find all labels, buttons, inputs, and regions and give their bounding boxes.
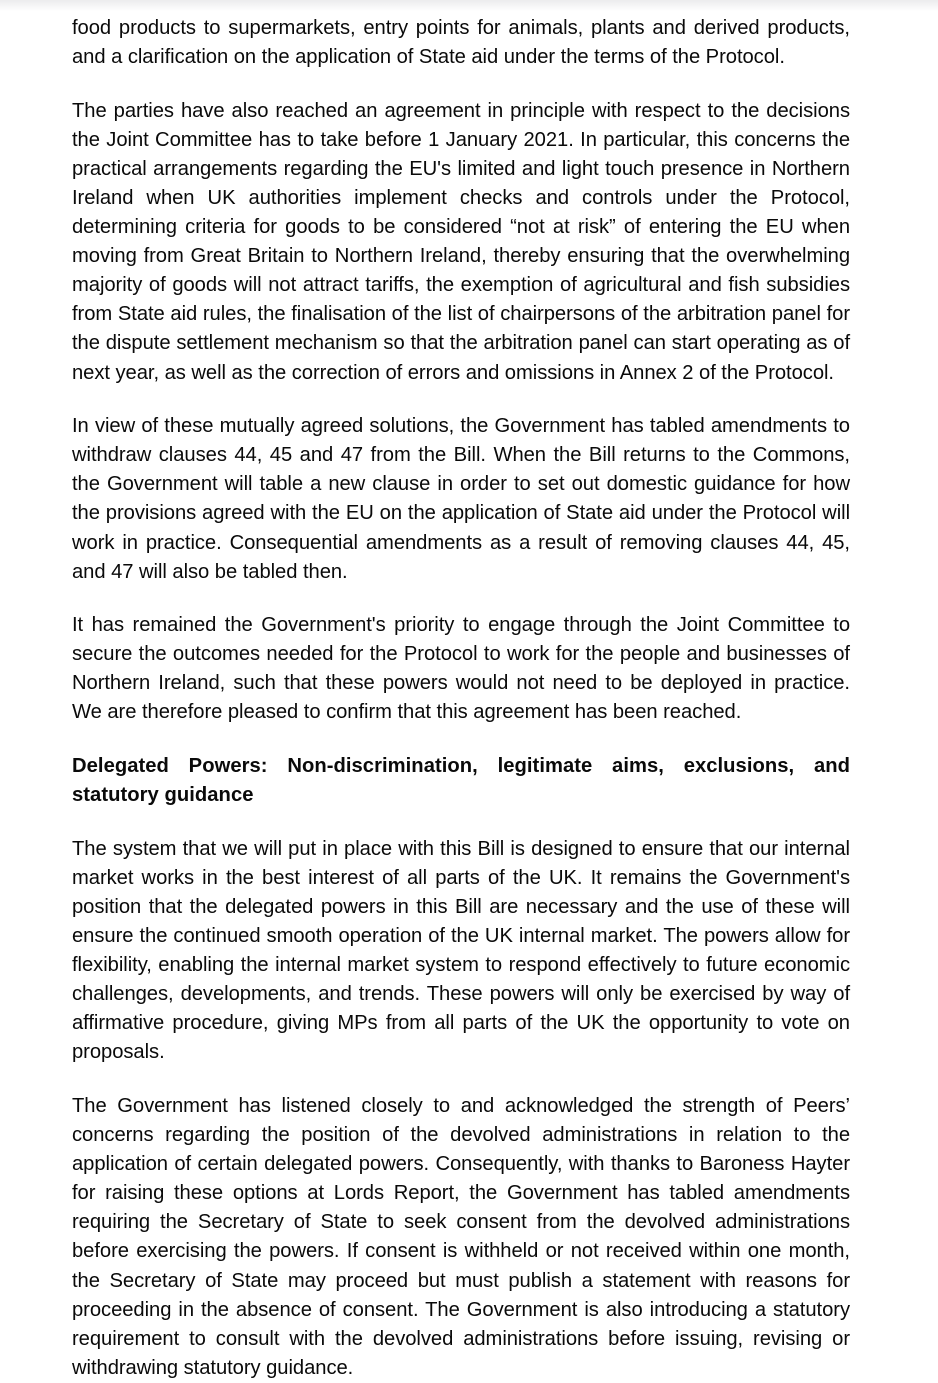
paragraph-continued-supermarkets: food products to supermarkets, entry points for animals, plants and derived products, and a clarification on the application of State aid under the terms of the Protocol. <box>72 17 850 69</box>
paragraph-government-priority: It has remained the Government's priority to engage through the Joint Committee to secure the outcomes needed for the Protocol to work for the people and businesses of Northern Ireland, such that these powers would not need to be deployed in practice. We are therefore pleased to confirm that this agreement has been reached. <box>72 614 850 724</box>
document-text-body <box>72 14 850 1383</box>
paragraph-devolved-administrations-consent: The Government has listened closely to and acknowledged the strength of Peers’ concerns regarding the position of the devolved administrations in relation to the application of certain delegated powers. Consequently, with thanks to Baroness Hayter for raising these options at Lords Report, the Government has tabled amendments requiring the Secretary of State to seek consent from the devolved administrations before exercising the powers. If consent is withheld or not received within one month, the Secretary of State may proceed but must publish a statement with reasons for proceeding in the absence of consent. The Government is also introducing a statutory requirement to consult with the devolved administrations before issuing, revising or withdrawing statutory guidance. <box>72 1095 850 1379</box>
paragraph-withdraw-clauses: In view of these mutually agreed solutions, the Government has tabled amendments to withdraw clauses 44, 45 and 47 from the Bill. When the Bill returns to the Commons, the Government will table a new clause in order to set out domestic guidance for how the provisions agreed with the EU on the application of State aid under the Protocol will work in practice. Consequential amendments as a result of removing clauses 44, 45, and 47 will also be tabled then. <box>72 415 850 583</box>
heading-delegated-powers: Delegated Powers: Non-discrimination, legitimate aims, exclusions, and statutory guidance <box>72 755 850 807</box>
paragraph-internal-market-system: The system that we will put in place with this Bill is designed to ensure that our internal market works in the best interest of all parts of the UK. It remains the Government's position that the delegated powers in this Bill are necessary and the use of these will ensure the continued smooth operation of the UK internal market. The powers allow for flexibility, enabling the internal market system to respond effectively to future economic challenges, developments, and trends. These powers will only be exercised by way of affirmative procedure, giving MPs from all parts of the UK the opportunity to vote on proposals. <box>72 837 850 1064</box>
paragraph-joint-committee-decisions: The parties have also reached an agreement in principle with respect to the decisions the Joint Committee has to take before 1 January 2021. In particular, this concerns the practical arrangements regarding the EU's limited and light touch presence in Northern Ireland when UK authorities implement checks and controls under the Protocol, determining criteria for goods to be considered “not at risk” of entering the EU when moving from Great Britain to Northern Ireland, thereby ensuring that the overwhelming majority of goods will not attract tariffs, the exemption of agricultural and fish subsidies from State aid rules, the finalisation of the list of chairpersons of the arbitration panel for the dispute settlement mechanism so that the arbitration panel can start operating as of next year, as well as the correction of errors and omissions in Annex 2 of the Protocol. <box>72 99 850 384</box>
